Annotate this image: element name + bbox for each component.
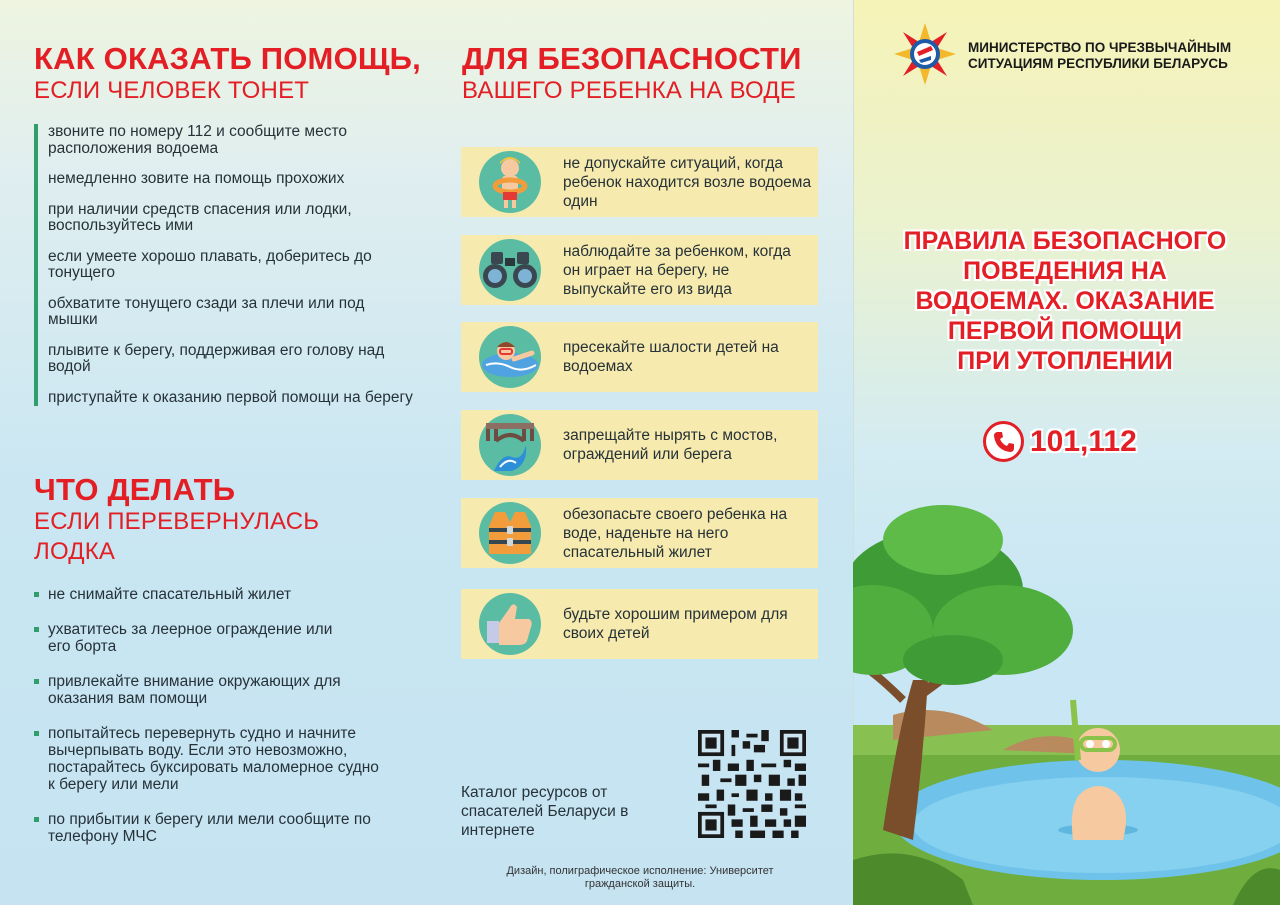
- rules-line: ПОВЕДЕНИЯ НА: [963, 257, 1167, 285]
- help-title: КАК ОКАЗАТЬ ПОМОЩЬ,: [34, 41, 421, 76]
- tip-card: [461, 589, 818, 659]
- tip-text: не допускайте ситуаций, когда ребенок находится возле водоема один: [563, 154, 812, 210]
- list-item: плывите к берегу, поддерживая его голову над водой: [48, 341, 385, 375]
- ministry-line-1: МИНИСТЕРСТВО ПО ЧРЕЗВЫЧАЙНЫМ: [968, 40, 1232, 55]
- list-item: при наличии средств спасения или лодки, воспользуйтесь ими: [48, 200, 352, 234]
- help-heading: [34, 42, 421, 106]
- thumbs-up-icon: [479, 593, 541, 655]
- rules-line: ВОДОЕМАХ. ОКАЗАНИЕ: [915, 287, 1215, 315]
- pond-illustration: [853, 500, 1280, 905]
- catalog-text: Каталог ресурсов от спасателей Беларуси в интернете: [461, 784, 629, 839]
- emergency-phone[interactable]: [983, 421, 1183, 465]
- safety-heading: [462, 42, 802, 106]
- rules-title: [870, 226, 1260, 376]
- list-item: не снимайте спасательный жилет: [34, 586, 414, 603]
- list-item: приступайте к оказанию первой помощи на берегу: [48, 388, 413, 406]
- rules-line: ПРАВИЛА БЕЗОПАСНОГО: [903, 227, 1227, 255]
- safety-subtitle: ВАШЕГО РЕБЕНКА НА ВОДЕ: [462, 77, 796, 104]
- list-item: по прибытии к берегу или мели сообщите по телефону МЧС: [34, 811, 394, 845]
- ministry-line-2: СИТУАЦИЯМ РЕСПУБЛИКИ БЕЛАРУСЬ: [968, 56, 1228, 71]
- list-item: ухватитесь за леерное ограждение или его борта: [34, 621, 334, 655]
- list-item: если умеете хорошо плавать, доберитесь до тонущего: [48, 247, 372, 281]
- life-vest-icon: [479, 502, 541, 564]
- safety-title: ДЛЯ БЕЗОПАСНОСТИ: [462, 41, 802, 76]
- help-list: [34, 124, 414, 406]
- boat-heading: [34, 473, 319, 567]
- list-item: звоните по номеру 112 и сообщите место расположения водоема: [48, 123, 347, 157]
- rules-line: ПЕРВОЙ ПОМОЩИ: [947, 317, 1183, 345]
- child-swimming-icon: [479, 326, 541, 388]
- tip-text: запрещайте нырять с мостов, ограждений или берега: [563, 427, 778, 463]
- tip-text: будьте хорошим примером для своих детей: [563, 606, 788, 642]
- boat-list: [34, 586, 414, 863]
- bridge-dive-icon: [479, 414, 541, 476]
- tip-card: [461, 410, 818, 480]
- tip-card: [461, 147, 818, 217]
- phone-number: 101,112: [1030, 425, 1137, 458]
- phone-icon: [983, 421, 1024, 462]
- boat-title: ЧТО ДЕЛАТЬ: [34, 472, 236, 507]
- boat-subtitle-1: ЕСЛИ ПЕРЕВЕРНУЛАСЬ: [34, 508, 320, 535]
- credits-text: Дизайн, полиграфическое исполнение: Университет гражданской защиты.: [506, 865, 774, 890]
- help-subtitle: ЕСЛИ ЧЕЛОВЕК ТОНЕТ: [34, 77, 310, 104]
- list-item: привлекайте внимание окружающих для оказания вам помощи: [34, 673, 354, 707]
- boat-subtitle-2: ЛОДКА: [34, 538, 116, 565]
- tip-card: [461, 322, 818, 392]
- list-item: немедленно зовите на помощь прохожих: [48, 170, 345, 187]
- tip-text: наблюдайте за ребенком, когда он играет на берегу, не выпускайте его из вида: [563, 242, 791, 298]
- tip-card: [461, 498, 818, 568]
- rules-line: ПРИ УТОПЛЕНИИ: [957, 347, 1173, 375]
- child-swim-ring-icon: [479, 151, 541, 213]
- list-item: обхватите тонущего сзади за плечи или под мышки: [48, 294, 365, 328]
- binoculars-icon: [479, 239, 541, 301]
- qr-code[interactable]: [698, 730, 806, 838]
- list-item: попытайтесь перевернуть судно и начните вычерпывать воду. Если это невозможно, постарайтесь буксировать маломерное судно к берегу или мели: [34, 725, 384, 793]
- tip-text: обезопасьте своего ребенка на воде, наденьте на него спасательный жилет: [563, 505, 788, 561]
- ministry-name: [968, 40, 1231, 72]
- tip-text: пресекайте шалости детей на водоемах: [563, 339, 779, 375]
- tip-card: [461, 235, 818, 305]
- mchs-emblem-icon: [893, 22, 957, 86]
- ministry-header: [893, 22, 1253, 92]
